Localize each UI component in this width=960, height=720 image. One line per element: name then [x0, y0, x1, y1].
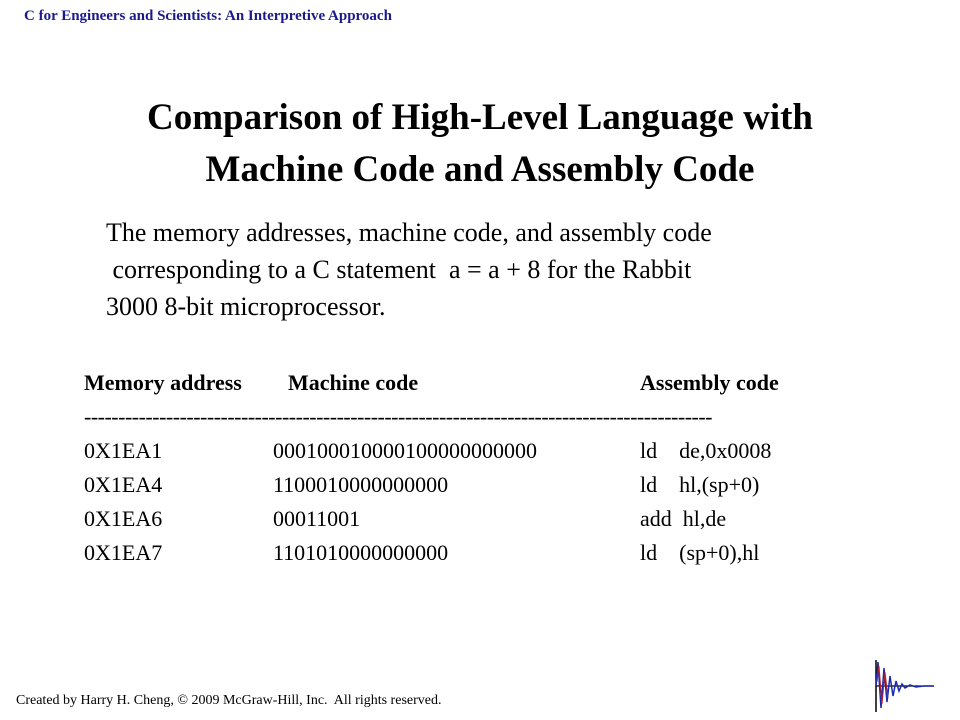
copyright-footer	[16, 693, 441, 709]
memory-address-cell: 0X1EA7	[84, 540, 163, 565]
memory-address-cell: 0X1EA1	[84, 438, 163, 463]
header-machine-code: Machine code	[288, 370, 419, 395]
slide-title-line-2: Machine Code and Assembly Code	[205, 149, 755, 190]
assembly-code-cell: ld (sp+0),hl	[640, 540, 760, 565]
description-line-2: corresponding to a C statement a = a + 8 for the Rabbit	[106, 255, 692, 284]
code-comparison-table	[84, 366, 864, 570]
header-memory-address: Memory address	[84, 370, 242, 395]
slide-description	[106, 214, 712, 325]
description-line-3: 3000 8-bit microprocessor.	[106, 292, 386, 321]
assembly-code-cell: add hl,de	[640, 506, 727, 531]
assembly-code-cell: ld hl,(sp+0)	[640, 472, 760, 497]
slide-title-line-1: Comparison of High-Level Language with	[146, 97, 814, 138]
book-title: C for Engineers and Scientists: An Interpretive Approach	[24, 8, 392, 24]
table-header-row	[84, 366, 864, 400]
slide-title	[0, 92, 960, 196]
machine-code-cell: 00011001	[273, 506, 361, 531]
description-line-1: The memory addresses, machine code, and assembly code	[106, 218, 712, 247]
memory-address-cell: 0X1EA4	[84, 472, 163, 497]
table-row	[84, 502, 864, 536]
assembly-code-cell: ld de,0x0008	[640, 438, 772, 463]
footer-credit: Created by Harry H. Cheng, © 2009 McGraw-Hill, Inc. All rights reserved.	[16, 693, 442, 708]
damped-oscillation-logo-icon	[872, 656, 936, 716]
memory-address-cell: 0X1EA6	[84, 506, 163, 531]
machine-code-cell: 1101010000000000	[273, 540, 449, 565]
header-assembly-code: Assembly code	[640, 370, 779, 395]
table-row	[84, 468, 864, 502]
table-row	[84, 536, 864, 570]
table-separator: --------------------------------------------------------------------------------------------	[84, 404, 713, 429]
machine-code-cell: 1100010000000000	[273, 472, 449, 497]
table-row	[84, 434, 864, 468]
machine-code-cell: 000100010000100000000000	[273, 438, 537, 463]
